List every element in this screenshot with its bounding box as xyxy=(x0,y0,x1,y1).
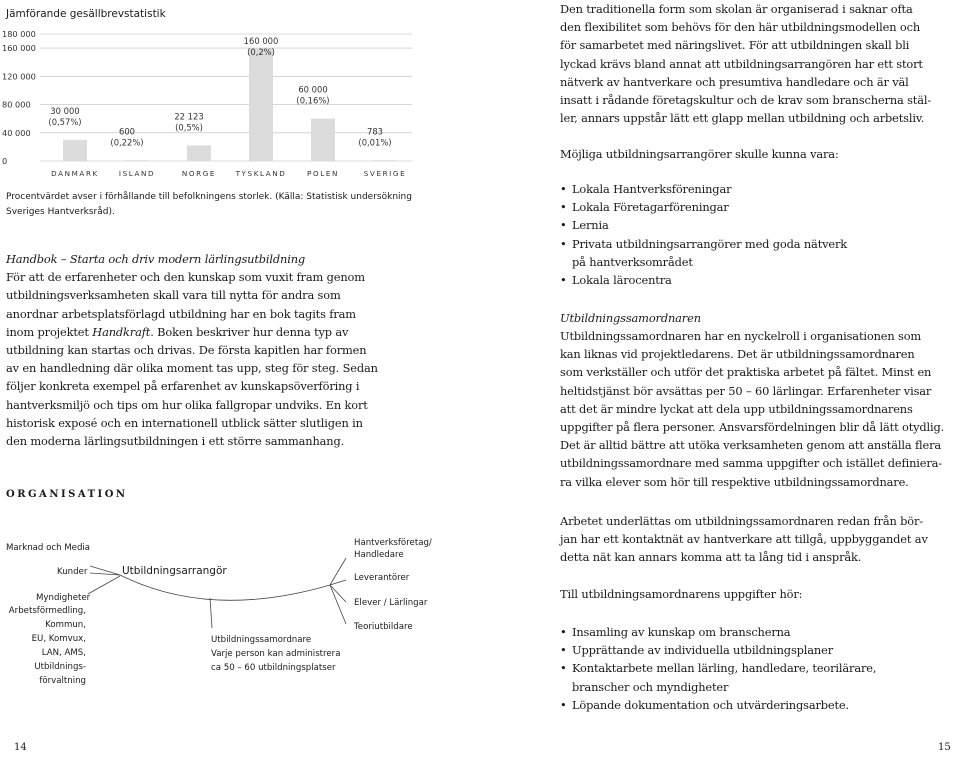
tasks-list xyxy=(560,623,956,714)
body-line: för samarbetet med näringslivet. För att utbildningen skall bli xyxy=(560,38,910,53)
body-line: detta nät kan annars komma att ta lång tid i anspråk. xyxy=(560,550,862,565)
org-myndighet-list xyxy=(6,604,86,688)
list-item-continuation: på hantverksområdet xyxy=(572,254,693,269)
body-line: utbildningsverksamheten skall vara till nytta för andra som xyxy=(6,288,341,303)
org-samordnare xyxy=(211,633,340,675)
data-label: 600 xyxy=(119,126,135,137)
list-item: • Privata utbildningsarrangörer med goda nätverk xyxy=(560,235,956,253)
y-tick-label: 80 000 xyxy=(2,99,31,110)
org-myndighet-item: EU, Komvux, xyxy=(31,634,86,644)
body-line: ler, annars uppstår lätt ett glapp mellan utbildning och arbetsliv. xyxy=(560,111,925,126)
data-label: (0,22%) xyxy=(110,137,144,148)
category-label: NORGE xyxy=(181,169,217,178)
list-item: • Lokala Hantverksföreningar xyxy=(560,180,956,198)
body-line: följer konkreta exempel på erfarenhet av kunskapsöverföring i xyxy=(6,379,360,394)
data-label: (0,57%) xyxy=(48,116,82,127)
arrangers-list xyxy=(560,180,956,289)
samordnaren-paragraph xyxy=(560,327,956,491)
y-tick-label: 180 000 xyxy=(2,29,36,39)
page-number-left: 14 xyxy=(14,742,27,753)
org-marknad: Marknad och Media xyxy=(6,543,91,553)
bar xyxy=(249,48,273,161)
y-tick-label: 120 000 xyxy=(2,71,36,82)
body-line: historisk exposé och en internationell utblick sätter slutligen in xyxy=(6,415,363,430)
body-line: Det är alltid bättre att utöka verksamheten genom att anställa flera xyxy=(560,438,942,453)
org-myndighet-item: Kommun, xyxy=(45,620,86,630)
y-tick-label: 160 000 xyxy=(2,43,36,54)
data-label: 22 123 xyxy=(174,111,204,122)
y-tick-label: 40 000 xyxy=(2,127,31,138)
category-label: ISLAND xyxy=(118,169,156,178)
bar-chart xyxy=(0,26,420,186)
data-label: 30 000 xyxy=(50,105,80,116)
list-item: • Kontaktarbete mellan lärling, handledare, teorilärare, xyxy=(560,659,956,677)
list-item: • Insamling av kunskap om branscherna xyxy=(560,623,956,641)
bar xyxy=(125,160,149,161)
body-line: lyckad krävs bland annat att utbildningsarrangören har ett stort xyxy=(560,56,923,71)
body-line: den moderna lärlingsutbildningen i ett större sammanhang. xyxy=(6,434,345,449)
data-label: 160 000 xyxy=(243,36,279,46)
body-line: uppgifter på flera personer. Ansvarsfördelningen blir då lätt otydlig. xyxy=(560,420,945,435)
body-text: . Boken beskriver hur denna typ av xyxy=(150,324,349,339)
body-line: heltidstjänst bör avsättas per 50 – 60 lärlingar. Erfarenheter visar xyxy=(560,383,932,398)
tasks-intro: Till utbildningsamordnarens uppgifter hör: xyxy=(560,587,803,601)
data-label: (0,2%) xyxy=(247,47,275,57)
data-label: 783 xyxy=(367,126,383,137)
data-label: (0,5%) xyxy=(175,122,203,133)
list-item: • Lokala lärocentra xyxy=(560,271,956,289)
body-line: Utbildningssamordnaren har en nyckelroll i organisationen som xyxy=(560,329,922,343)
org-item: Elever / Lärlingar xyxy=(354,598,428,608)
possible-arrangers-intro: Möjliga utbildningsarrangörer skulle kunna vara: xyxy=(560,147,839,161)
bar xyxy=(373,160,397,161)
org-samordnare-line: Varje person kan administrera xyxy=(211,649,341,659)
y-tick-label: 0 xyxy=(2,156,8,166)
body-line: hantverksmiljö och tips om hur olika fallgropar undviks. En kort xyxy=(6,397,368,412)
org-myndigheter: Myndigheter xyxy=(36,593,91,603)
intro-paragraph xyxy=(560,0,956,127)
body-line: ra vilka elever som hör till respektive utbildningssamordnare. xyxy=(560,474,909,489)
chart-title: Jämförande gesällbrevstatistik xyxy=(6,8,166,20)
org-samordnare-line: ca 50 – 60 utbildningsplatser xyxy=(211,663,336,673)
body-line: utbildningssamordnare med samma uppgifter och istället definiera- xyxy=(560,456,942,471)
org-item: Teoriutbildare xyxy=(354,622,413,632)
list-item: • Lernia xyxy=(560,216,956,234)
body-line: För att de erfarenheter och den kunskap som vuxit fram genom xyxy=(6,270,365,285)
organisation-heading: ORGANISATION xyxy=(6,489,128,500)
bar xyxy=(63,140,87,161)
bar xyxy=(311,119,335,161)
list-item: • Upprättande av individuella utbildningsplaner xyxy=(560,641,956,659)
org-myndighet-item: LAN, AMS, xyxy=(41,648,86,658)
handbook-heading: Handbok – Starta och driv modern lärlingsutbildning xyxy=(6,252,306,266)
body-line: utbildning kan startas och drivas. De första kapitlen har formen xyxy=(6,343,367,358)
body-line: den flexibilitet som behövs för den här utbildningsmodellen och xyxy=(560,20,921,35)
list-item: • Lokala Företagarföreningar xyxy=(560,198,956,216)
project-name: Handkraft xyxy=(92,324,151,339)
arbetet-paragraph xyxy=(560,512,956,567)
org-center: Utbildningsarrangör xyxy=(122,565,227,577)
body-line: insatt i rådande företagskultur och de krav som branscherna stäl- xyxy=(560,93,932,108)
data-label: 60 000 xyxy=(298,84,328,95)
data-label: (0,16%) xyxy=(296,95,330,106)
org-myndighet-item: Arbetsförmedling, xyxy=(8,606,86,616)
body-line xyxy=(6,323,420,341)
body-line: jan har ett kontaktnät av hantverkare att tillgå, uppbyggandet av xyxy=(560,532,928,547)
list-item: • Löpande dokumentation och utvärderingsarbete. xyxy=(560,696,956,714)
data-label: (0,01%) xyxy=(358,137,392,148)
list-item-continuation: branscher och myndigheter xyxy=(572,679,729,694)
org-item: Hantverksföretag/ xyxy=(354,538,432,548)
chart-caption: Procentvärdet avser i förhållande till befolkningens storlek. (Källa: Statistisk undersökning Sveriges Hantverksråd). xyxy=(6,192,412,217)
body-line: kan liknas vid projektledarens. Det är utbildningssamordnaren xyxy=(560,347,915,362)
body-line: att det är mindre lyckat att dela upp utbildningssamordnarens xyxy=(560,401,913,416)
samordnaren-heading: Utbildningssamordnaren xyxy=(560,311,701,325)
category-label: POLEN xyxy=(307,169,339,178)
body-line: anordnar arbetsplatsförlagd utbildning har en bok tagits fram xyxy=(6,306,356,321)
page-number-right: 15 xyxy=(938,742,951,753)
category-label: TYSKLAND xyxy=(235,169,287,178)
org-item: Leverantörer xyxy=(354,573,410,583)
body-line: som verkställer och utför det praktiska arbetet på fältet. Minst en xyxy=(560,365,932,380)
body-text: inom projektet xyxy=(6,324,93,339)
org-samordnare-line: Utbildningssamordnare xyxy=(211,635,312,645)
bar xyxy=(187,145,211,161)
org-kunder: Kunder xyxy=(57,567,88,577)
org-item: Handledare xyxy=(354,550,404,560)
category-label: DANMARK xyxy=(51,169,99,178)
org-myndighet-item: Utbildnings- xyxy=(34,662,86,672)
category-label: SVERIGE xyxy=(363,169,407,178)
handbook-section xyxy=(6,250,420,450)
body-line: av en handledning där olika moment tas upp, steg för steg. Sedan xyxy=(6,361,378,376)
body-line: nätverk av hantverkare och presumtiva handledare och är väl xyxy=(560,74,909,89)
org-myndighet-item: förvaltning xyxy=(39,676,86,686)
body-line: Den traditionella form som skolan är organiserad i saknar ofta xyxy=(560,2,913,16)
body-line: Arbetet underlättas om utbildningssamordnaren redan från bör- xyxy=(560,514,923,528)
